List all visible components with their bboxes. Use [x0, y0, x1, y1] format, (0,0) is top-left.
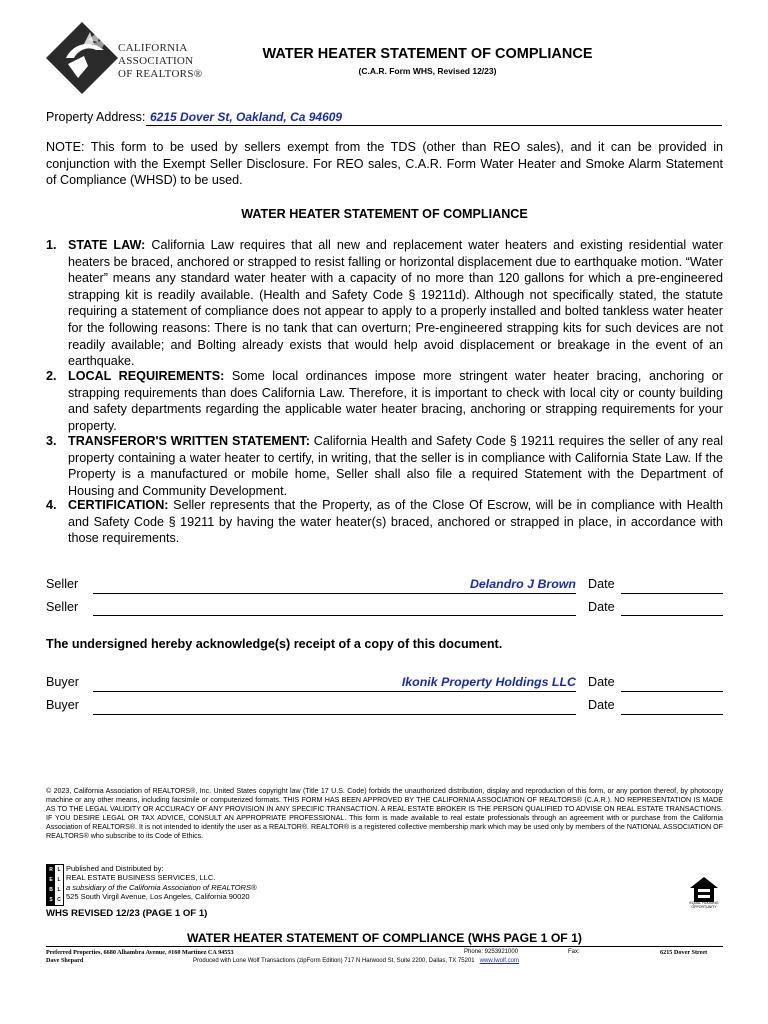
section-title: WATER HEATER STATEMENT OF COMPLIANCE: [241, 207, 528, 221]
note-paragraph: NOTE: This form to be used by sellers exempt from the TDS (other than REO sales), and it can be provided in conjunction with the Exempt Seller Disclosure. For REO sales, C.A.R. Form Water Heater and Smoke Alarm Statement of Compliance (WHSD) to be used.: [46, 140, 723, 188]
property-address-field[interactable]: 6215 Dover St, Oakland, Ca 94609: [150, 110, 343, 124]
item-text: Seller represents that the Property, as of the Close Of Escrow, will be in compliance with Health and Safety Code § 19211 by having the water heater(s) braced, anchored or strapped in place, in accordance with those requirements.: [68, 498, 723, 546]
publisher-info: Published and Distributed by: REAL ESTATE BUSINESS SERVICES, LLC. a subsidiary of the California Association of REALTORS® 525 South Virgil Avenue, Los Angeles, California 90020: [66, 864, 257, 902]
item-transferor-statement: [46, 433, 723, 499]
item-heading: LOCAL REQUIREMENTS:: [68, 369, 225, 383]
buyer-1-date-label: Date: [588, 675, 615, 689]
seller-1-label: Seller: [46, 577, 79, 591]
seller-2-date-label: Date: [588, 600, 615, 614]
revision-label: WHS REVISED 12/23 (PAGE 1 OF 1): [46, 908, 208, 919]
item-number: 3.: [46, 434, 57, 448]
footer-fax: Fax:: [568, 949, 580, 955]
acknowledgment-text: The undersigned hereby acknowledge(s) receipt of a copy of this document.: [46, 637, 503, 651]
item-number: 4.: [46, 498, 57, 512]
form-title: WATER HEATER STATEMENT OF COMPLIANCE: [262, 46, 593, 62]
copyright-notice: © 2023, California Association of REALTORS®, Inc. United States copyright law (Title 17 U.S. Code) forbids the unauthorized distribution, display and reproduction of this form, or any portion thereof, by photocopy machine or any other means, including facsimile or computerized formats. THIS FORM HAS BEEN APPROVED BY THE CALIFORNIA ASSOCIATION OF REALTORS® (C.A.R.). NO REPRESENTATION IS MADE AS TO THE LEGAL VALIDITY OR ACCURACY OF ANY PROVISION IN ANY SPECIFIC TRANSACTION. A REAL ESTATE BROKER IS THE PERSON QUALIFIED TO ADVISE ON REAL ESTATE TRANSACTIONS. IF YOU DESIRE LEGAL OR TAX ADVICE, CONSULT AN APPROPRIATE PROFESSIONAL. This form is made available to real estate professionals through an agreement with or purchase from the California Association of REALTORS®. It is not intended to identify the user as a REALTOR®. REALTOR® is a registered collective membership mark which may be used only by members of the NATIONAL ASSOCIATION OF REALTORS® who subscribe to its Code of Ethics.: [46, 787, 723, 841]
buyer-1-signature-field[interactable]: Ikonik Property Holdings LLC: [401, 675, 576, 689]
buyer-2-date-field[interactable]: [621, 700, 723, 715]
seller-2-underline: [93, 615, 576, 616]
seller-2-label: Seller: [46, 600, 79, 614]
item-text: California Law requires that all new and replacement water heaters and existing residential water heaters be braced, anchored or strapped to resist falling or horizontal displacement due to earthquake motion. “Water heater” means any standard water heater with a capacity of no more than 120 gallons for which a pre-engineered strapping kit is readily available. (Health and Safety Code § 19211d). Although not specifically stated, the statute requiring a statement of compliance does not appear to apply to a properly installed and bolted tankless water heater for the following reasons: There is no tank that can overturn; Pre-engineered strapping kits for such devices are not readily available; and Bolting already exists that would help avoid displacement or breakage in the event of an earthquake.: [68, 238, 723, 369]
item-heading: CERTIFICATION:: [68, 498, 169, 512]
buyer-1-underline: [93, 691, 576, 692]
buyer-1-label: Buyer: [46, 675, 79, 689]
seller-1-underline: [93, 593, 576, 594]
buyer-1-date-field[interactable]: [621, 677, 723, 692]
rebs-logo-icon: R E B S L L L C: [46, 864, 64, 906]
seller-1-signature-field[interactable]: Delandro J Brown: [469, 577, 576, 591]
footer-property: 6215 Dover Street: [660, 949, 708, 956]
footer-divider: [46, 946, 723, 947]
item-number: 2.: [46, 369, 57, 383]
footer-broker-info: Preferred Properties, 6680 Alhambra Avenue, #160 Martinez CA 94553 Dave Shepard: [46, 949, 234, 964]
item-local-requirements: [46, 368, 723, 434]
equal-housing-text: EQUAL HOUSING OPPORTUNITY: [689, 901, 719, 909]
footer-produced: Produced with Lone Wolf Transactions (zipForm Edition) 717 N Harwood St, Suite 2200, Dallas, TX 75201 www.lwolf.com: [193, 958, 519, 964]
property-address-underline: [146, 125, 722, 126]
logo-text: CALIFORNIA ASSOCIATION OF REALTORS®: [118, 42, 203, 80]
footer-url-link[interactable]: www.lwolf.com: [479, 958, 519, 964]
footer-phone: Phone: 9253921000: [464, 949, 519, 955]
item-text: California Health and Safety Code § 19211 requires the seller of any real property containing a water heater to certify, in writing, that the seller is in compliance with California State Law. If the Property is a manufactured or mobile home, Seller shall also file a required Statement with the Department of Housing and Community Development.: [68, 434, 723, 498]
item-text: Some local ordinances impose more stringent water heater bracing, anchoring or strapping requirements than does California Law. Therefore, it is important to check with local city or county building and safety departments regarding the applicable water heater bracing, anchoring or strapping requirements for your property.: [68, 369, 723, 433]
item-certification: [46, 497, 723, 547]
property-address-label: Property Address:: [46, 110, 146, 124]
item-heading: TRANSFEROR'S WRITTEN STATEMENT:: [68, 434, 310, 448]
footer-title: WATER HEATER STATEMENT OF COMPLIANCE (WHS PAGE 1 OF 1): [187, 931, 582, 945]
buyer-2-label: Buyer: [46, 698, 79, 712]
seller-2-date-field[interactable]: [621, 601, 723, 616]
item-number: 1.: [46, 238, 57, 252]
form-subtitle: (C.A.R. Form WHS, Revised 12/23): [358, 66, 497, 76]
item-heading: STATE LAW:: [68, 238, 146, 252]
buyer-2-date-label: Date: [588, 698, 615, 712]
seller-1-date-field[interactable]: [621, 579, 723, 594]
buyer-2-underline: [93, 714, 576, 715]
seller-1-date-label: Date: [588, 577, 615, 591]
item-state-law: [46, 237, 723, 370]
